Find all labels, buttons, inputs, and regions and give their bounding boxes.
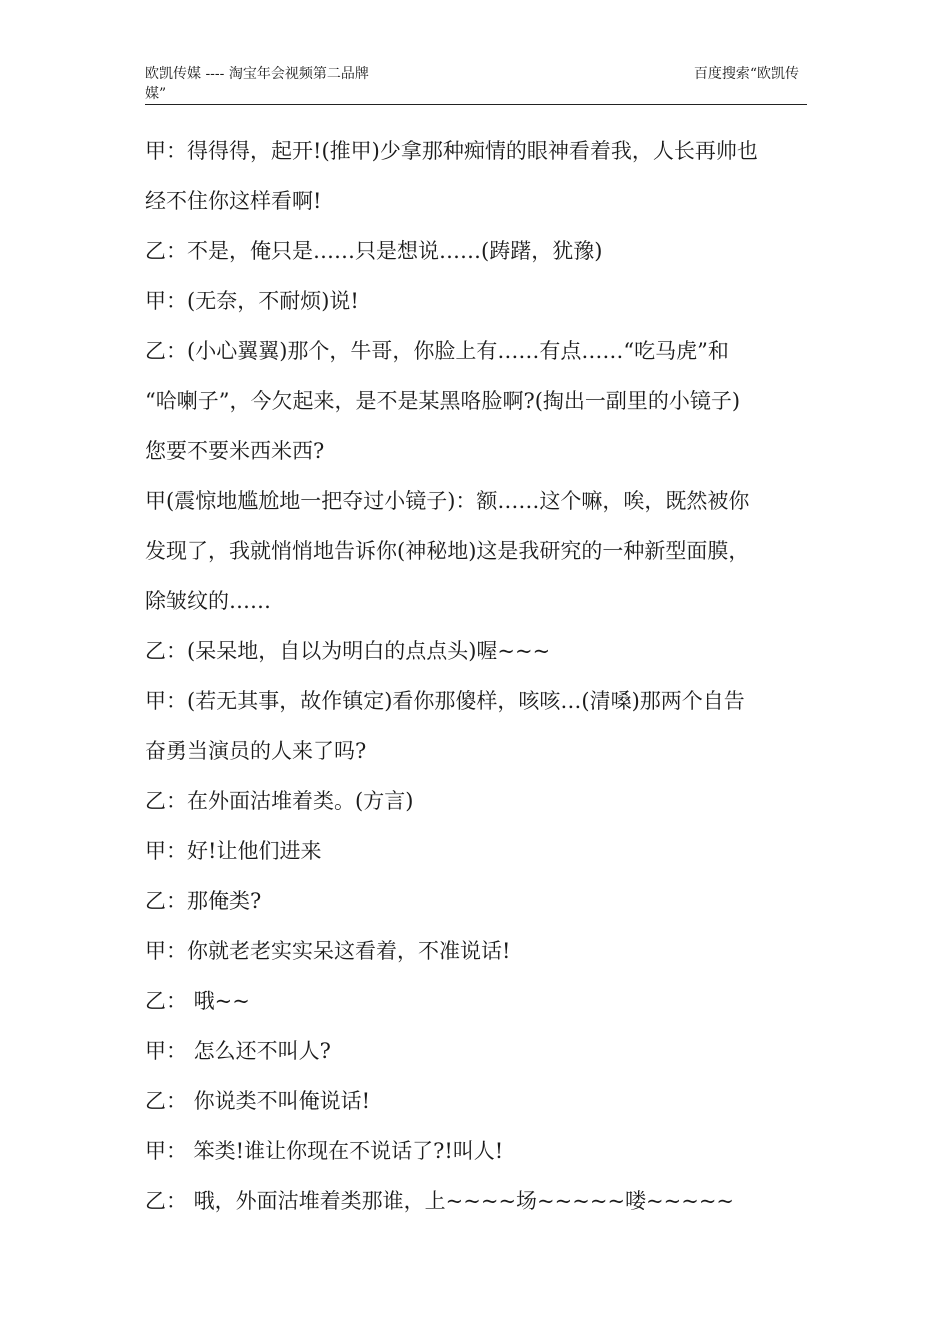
script-line: 发现了，我就悄悄地告诉你(神秘地)这是我研究的一种新型面膜， <box>145 539 750 563</box>
script-line: 您要不要米西米西? <box>145 439 325 463</box>
script-line: 乙：不是，俺只是……只是想说……(踌躇，犹豫) <box>145 239 603 263</box>
script-line: 甲(震惊地尴尬地一把夺过小镜子)：额……这个嘛，唉，既然被你 <box>145 489 750 513</box>
script-line: 乙：在外面沽堆着类。(方言) <box>145 789 414 813</box>
script-line: 甲：(若无其事，故作镇定)看你那傻样，咳咳…(清嗓)那两个自告 <box>145 689 745 713</box>
script-line: “哈喇子”，今欠起来，是不是某黑咯脸啊?(掏出一副里的小镜子) <box>145 389 741 413</box>
script-body <box>145 126 810 1226</box>
script-line: 乙：(呆呆地，自以为明白的点点头)喔~~~ <box>145 639 551 663</box>
script-line: 奋勇当演员的人来了吗? <box>145 739 367 763</box>
script-line: 除皱纹的…… <box>145 589 271 613</box>
script-line: 乙：那俺类? <box>145 889 262 913</box>
script-line: 乙： 哦，外面沽堆着类那谁，上~~~~场~~~~~喽~~~~~ <box>145 1189 735 1213</box>
script-line: 甲：得得得，起开!(推甲)少拿那种痴情的眼神看着我，人长再帅也 <box>145 139 758 163</box>
script-line: 乙： 哦~~ <box>145 989 250 1013</box>
script-line: 经不住你这样看啊! <box>145 189 322 213</box>
script-line: 甲： 怎么还不叫人? <box>145 1039 331 1063</box>
header-right-text: 百度搜索“欧凯传 <box>693 66 799 82</box>
page-header <box>145 64 807 105</box>
script-line: 甲：你就老老实实呆这看着，不准说话! <box>145 939 511 963</box>
script-line: 乙：(小心翼翼)那个，牛哥，你脸上有……有点……“吃马虎”和 <box>145 339 729 363</box>
header-left-text: 欧凯传媒 ---- 淘宝年会视频第二品牌媒” <box>145 66 369 102</box>
script-line: 乙： 你说类不叫俺说话! <box>145 1089 371 1113</box>
script-line: 甲： 笨类!谁让你现在不说话了?!叫人! <box>145 1139 504 1163</box>
script-line: 甲：(无奈，不耐烦)说! <box>145 289 359 313</box>
script-line: 甲：好!让他们进来 <box>145 839 322 863</box>
